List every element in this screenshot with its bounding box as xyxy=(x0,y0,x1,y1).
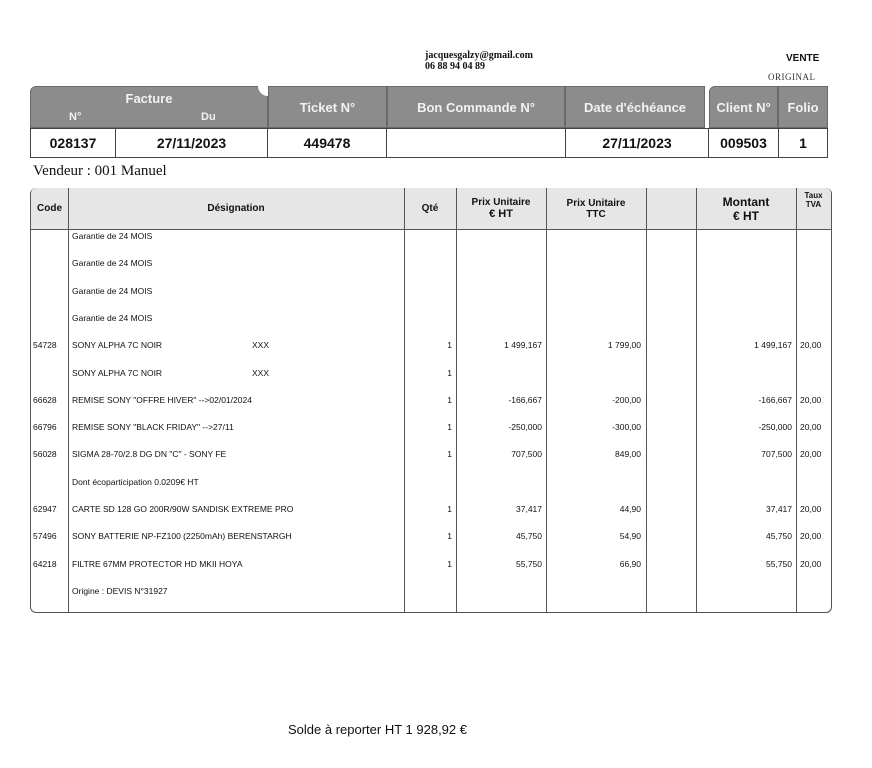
row-pu-ttc: 54,90 xyxy=(619,531,641,542)
contact-block xyxy=(425,50,533,72)
bon-commande-header: Bon Commande N° xyxy=(387,86,565,128)
row-pu-ttc: -300,00 xyxy=(612,422,641,433)
col-code-header xyxy=(31,188,68,230)
row-qte: 1 xyxy=(447,340,452,351)
row-pu-ttc: 1 799,00 xyxy=(607,340,641,351)
row-code: 66796 xyxy=(33,422,57,433)
copy-label: ORIGINAL xyxy=(768,72,816,82)
row-pu-ht: 707,500 xyxy=(511,449,542,460)
row-qte: 1 xyxy=(447,394,452,405)
row-designation: Dont écoparticipation 0.0209€ HT xyxy=(72,476,199,487)
row-code: 66628 xyxy=(33,394,57,405)
row-pu-ttc: 44,90 xyxy=(619,504,641,514)
client-number: 009503 xyxy=(708,128,779,158)
row-code: 54728 xyxy=(33,340,57,351)
col-designation-label: Désignation xyxy=(207,203,265,214)
col-montant-label-1: Montant xyxy=(722,194,770,209)
row-designation: SONY ALPHA 7C NOIR xyxy=(72,340,163,351)
row-tva: 20,00 xyxy=(800,449,822,460)
facture-header xyxy=(30,86,268,128)
col-tva-label-2: TVA xyxy=(805,200,822,209)
row-tva: 20,00 xyxy=(800,422,822,433)
row-qte: 1 xyxy=(447,367,452,378)
row-designation: Origine : DEVIS N°31927 xyxy=(72,585,168,596)
row-code: 57496 xyxy=(33,531,57,542)
row-designation: Garantie de 24 MOIS xyxy=(72,231,153,241)
row-montant: -166,667 xyxy=(758,394,792,405)
row-designation: Garantie de 24 MOIS xyxy=(72,285,153,296)
bon-commande-value xyxy=(386,128,566,158)
row-code: 62947 xyxy=(33,504,57,514)
date-echeance-value: 27/11/2023 xyxy=(565,128,709,158)
ticket-header: Ticket N° xyxy=(268,86,387,128)
row-montant: 55,750 xyxy=(766,558,792,569)
col-tva-header xyxy=(796,188,831,230)
facture-label: Facture xyxy=(125,91,173,106)
row-designation: Garantie de 24 MOIS xyxy=(72,312,153,323)
facture-du-label: Du xyxy=(201,111,216,123)
col-tva-label-1: Taux xyxy=(804,191,823,200)
row-designation: SONY ALPHA 7C NOIR xyxy=(72,367,163,378)
col-divider xyxy=(796,188,797,613)
row-designation: CARTE SD 128 GO 200R/90W SANDISK EXTREME PRO xyxy=(72,504,294,514)
row-montant: -250,000 xyxy=(758,422,792,433)
col-pu-ht-label-1: Prix Unitaire xyxy=(471,197,531,208)
contact-email: jacquesgalzy@gmail.com xyxy=(425,50,533,61)
facture-no-label: N° xyxy=(69,111,82,123)
date-echeance-header: Date d'échéance xyxy=(565,86,705,128)
client-header: Client N° xyxy=(709,86,778,128)
facture-number: 028137 xyxy=(30,128,116,158)
folio-header: Folio xyxy=(778,86,828,128)
row-code: 64218 xyxy=(33,558,57,569)
row-designation: Garantie de 24 MOIS xyxy=(72,258,153,269)
row-tva: 20,00 xyxy=(800,531,822,542)
row-pu-ttc: 849,00 xyxy=(615,449,641,460)
row-extra-code: XXX xyxy=(252,367,270,378)
folio-value: 1 xyxy=(778,128,828,158)
row-designation: SIGMA 28-70/2.8 DG DN "C" - SONY FE xyxy=(72,449,227,460)
row-code: 56028 xyxy=(33,449,57,460)
row-qte: 1 xyxy=(447,531,452,542)
row-qte: 1 xyxy=(447,504,452,514)
row-tva: 20,00 xyxy=(800,394,822,405)
col-qte-header xyxy=(404,188,456,230)
col-code-label: Code xyxy=(37,203,62,214)
col-designation-header xyxy=(68,188,404,230)
row-designation: REMISE SONY "OFFRE HIVER" -->02/01/2024 xyxy=(72,394,252,405)
col-montant-header xyxy=(696,188,796,230)
row-montant: 1 499,167 xyxy=(754,340,792,351)
row-pu-ht: -166,667 xyxy=(508,394,542,405)
col-divider xyxy=(646,188,647,613)
facture-date: 27/11/2023 xyxy=(115,128,268,158)
row-montant: 45,750 xyxy=(766,531,792,542)
row-pu-ht: 1 499,167 xyxy=(504,340,542,351)
row-tva: 20,00 xyxy=(800,340,822,351)
row-qte: 1 xyxy=(447,449,452,460)
row-montant: 707,500 xyxy=(761,449,792,460)
contact-phone: 06 88 94 04 89 xyxy=(425,61,485,72)
col-pu-ht-label-2: € HT xyxy=(489,208,513,220)
row-extra-code: XXX xyxy=(252,340,270,351)
row-tva: 20,00 xyxy=(800,558,822,569)
col-pu-ht-header xyxy=(456,188,546,230)
col-pu-ttc-label-2: TTC xyxy=(586,208,606,220)
document-type: VENTE xyxy=(786,53,820,64)
col-pu-ttc-label-1: Prix Unitaire xyxy=(566,197,626,209)
col-divider xyxy=(68,188,69,613)
row-qte: 1 xyxy=(447,558,452,569)
row-designation: FILTRE 67MM PROTECTOR HD MKII HOYA xyxy=(72,558,243,569)
row-pu-ht: 45,750 xyxy=(516,531,542,542)
row-montant: 37,417 xyxy=(766,504,792,514)
row-qte: 1 xyxy=(447,422,452,433)
vendeur-line: Vendeur : 001 Manuel xyxy=(33,163,167,179)
row-tva: 20,00 xyxy=(800,504,822,514)
row-pu-ttc: 66,90 xyxy=(619,558,641,569)
row-pu-ht: 37,417 xyxy=(516,504,542,514)
row-pu-ht: -250,000 xyxy=(508,422,542,433)
ticket-number: 449478 xyxy=(267,128,387,158)
row-pu-ttc: -200,00 xyxy=(612,394,641,405)
row-designation: REMISE SONY "BLACK FRIDAY" -->27/11 xyxy=(72,422,234,433)
solde-reporter: Solde à reporter HT 1 928,92 € xyxy=(288,722,467,737)
col-pu-ttc-header xyxy=(546,188,646,230)
row-designation: SONY BATTERIE NP-FZ100 (2250mAh) BERENSTARGH xyxy=(72,531,292,542)
row-pu-ht: 55,750 xyxy=(516,558,542,569)
col-qte-label: Qté xyxy=(421,203,439,214)
col-blank-header xyxy=(646,188,696,230)
col-montant-label-2: € HT xyxy=(732,208,759,223)
